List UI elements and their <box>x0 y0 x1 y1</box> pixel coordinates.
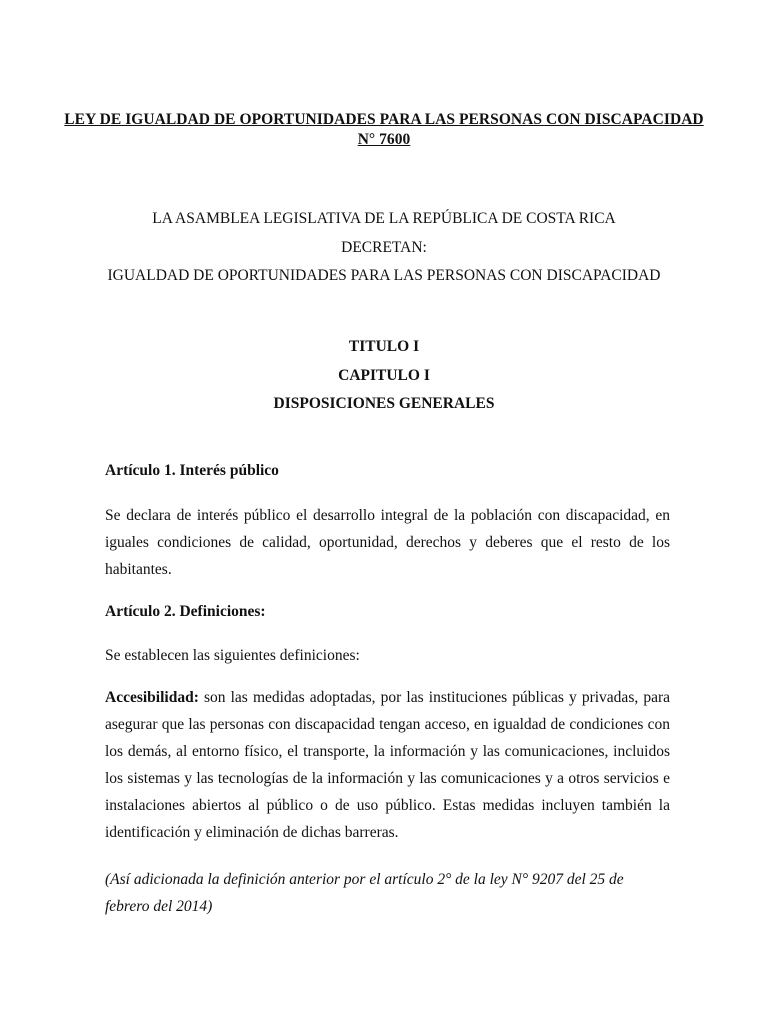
article-2-heading: Artículo 2. Definiciones: <box>105 603 266 620</box>
law-title-line-1: LEY DE IGUALDAD DE OPORTUNIDADES PARA LAS PERSONAS CON DISCAPACIDAD <box>64 111 704 128</box>
article-1-body: Se declara de interés público el desarrollo integral de la población con discapacidad, en iguales condiciones de calidad, oportunidad, derechos y deberes que el resto de los habitantes. <box>105 507 670 578</box>
assembly-heading: LA ASAMBLEA LEGISLATIVA DE LA REPÚBLICA DE COSTA RICA <box>152 210 616 227</box>
definition-accesibilidad <box>105 684 670 846</box>
amendment-note: (Así adicionada la definición anterior por el artículo 2° de la ley N° 9207 del 25 de febrero del 2014) <box>105 871 624 915</box>
section-heading: DISPOSICIONES GENERALES <box>273 395 495 412</box>
law-title-line-2: N° 7600 <box>357 131 411 148</box>
capitulo-heading: CAPITULO I <box>338 367 430 384</box>
law-name-heading: IGUALDAD DE OPORTUNIDADES PARA LAS PERSONAS CON DISCAPACIDAD <box>107 267 661 284</box>
titulo-heading: TITULO I <box>348 338 420 355</box>
decree-heading: DECRETAN: <box>341 239 427 256</box>
definition-term: Accesibilidad: <box>105 689 199 706</box>
article-1-heading: Artículo 1. Interés público <box>105 462 279 479</box>
definition-text: son las medidas adoptadas, por las instituciones públicas y privadas, para asegurar que las personas con discapacidad tengan acceso, en igualdad de condiciones con los demás, al entorno físico, el transporte, la información y las comunicaciones, incluidos los sistemas y las tecnologías de la información y las comunicaciones y a otros servicios e instalaciones abiertos al público o de uso público. Estas medidas incluyen también la identificación y eliminación de dichas barreras. <box>105 689 670 841</box>
article-2-intro: Se establecen las siguientes definiciones: <box>105 647 360 664</box>
